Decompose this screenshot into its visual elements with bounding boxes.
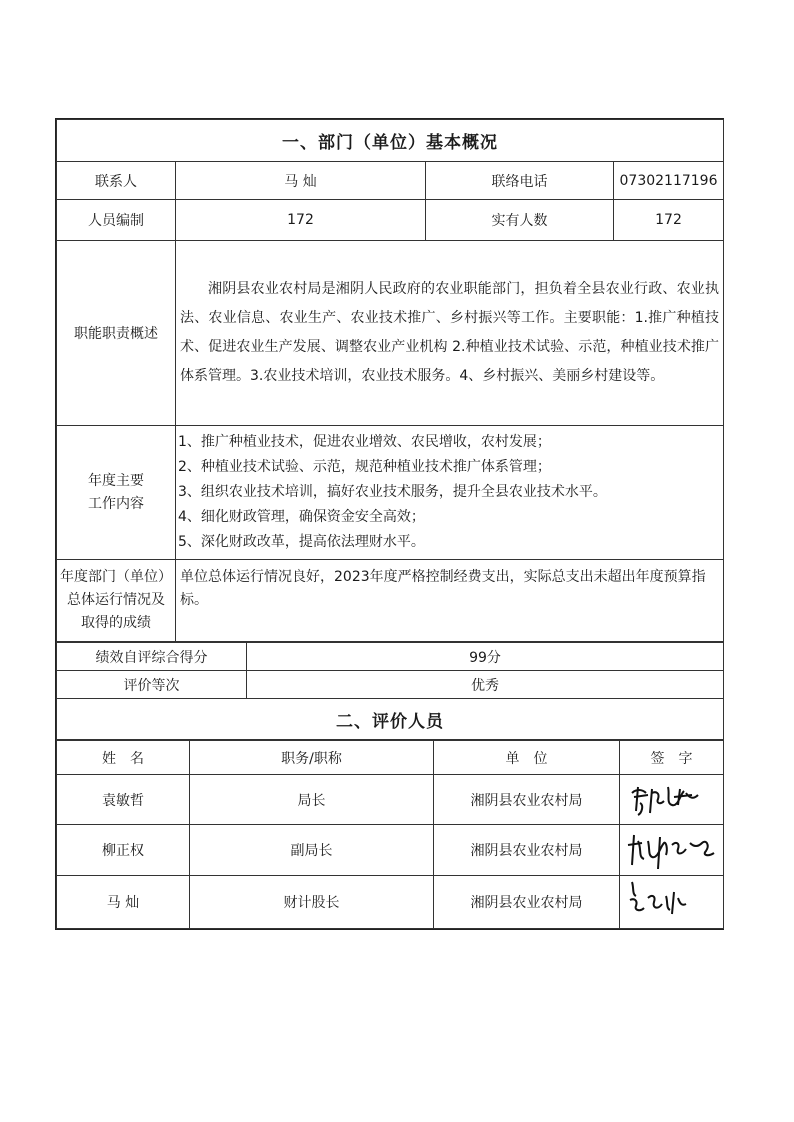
evaluator-title: 局长	[190, 775, 434, 825]
phone-label: 联络电话	[426, 162, 614, 200]
evaluator-name: 袁敏哲	[57, 775, 190, 825]
evaluation-form	[55, 118, 724, 930]
section2-title: 二、评价人员	[57, 699, 724, 740]
evaluator-unit: 湘阴县农业农村局	[434, 876, 620, 929]
work-label	[57, 426, 176, 560]
contact-value: 马 灿	[176, 162, 426, 200]
evaluator-title: 财计股长	[190, 876, 434, 929]
evaluators-table	[56, 740, 724, 929]
section1-table	[56, 119, 724, 642]
evaluator-row	[57, 775, 724, 825]
signature-image	[620, 775, 724, 820]
signature-cell	[620, 825, 724, 876]
work-item: 2、种植业技术试验、示范，规范种植业技术推广体系管理；	[178, 459, 551, 475]
header-signature: 签 字	[620, 741, 724, 775]
duty-text: 湘阴县农业农村局是湘阴人民政府的农业职能部门，担负着全县农业行政、农业执法、农业信息、农业生产、农业技术推广、乡村振兴等工作。主要职能：1.推广种植技术、促进农业生产发展、调整农业产业机构 2.种植业技术试验、示范，种植业技术推广体系管理。3.农业技术培训，农业技术服务。4、乡村振兴、美丽乡村建设等。	[176, 241, 724, 426]
grade-value: 优秀	[247, 671, 724, 699]
signature-cell	[620, 775, 724, 825]
staff-quota-value: 172	[176, 200, 426, 241]
score-label: 绩效自评综合得分	[57, 643, 247, 671]
result-label-line3: 取得的成绩	[81, 615, 151, 631]
contact-label: 联系人	[57, 162, 176, 200]
work-item: 3、组织农业技术培训，搞好农业技术服务，提升全县农业技术水平。	[178, 484, 607, 500]
evaluator-row	[57, 876, 724, 929]
phone-value: 07302117196	[614, 162, 724, 200]
result-label-line2: 总体运行情况及	[67, 592, 165, 608]
duty-label: 职能职责概述	[57, 241, 176, 426]
signature-image	[620, 825, 724, 871]
evaluator-unit: 湘阴县农业农村局	[434, 775, 620, 825]
actual-staff-label: 实有人数	[426, 200, 614, 241]
work-list	[176, 426, 724, 560]
header-name: 姓 名	[57, 741, 190, 775]
evaluator-title: 副局长	[190, 825, 434, 876]
signature-image	[620, 876, 724, 924]
result-label-line1: 年度部门（单位）	[60, 569, 172, 585]
header-title: 职务/职称	[190, 741, 434, 775]
grade-label: 评价等次	[57, 671, 247, 699]
work-label-line2: 工作内容	[88, 495, 144, 512]
actual-staff-value: 172	[614, 200, 724, 241]
score-value: 99分	[247, 643, 724, 671]
evaluator-row	[57, 825, 724, 876]
section1-title: 一、部门（单位）基本概况	[57, 120, 724, 162]
work-label-line1: 年度主要	[88, 472, 144, 489]
evaluator-name: 马 灿	[57, 876, 190, 929]
signature-cell	[620, 876, 724, 929]
result-label	[57, 560, 176, 642]
result-text: 单位总体运行情况良好，2023年度严格控制经费支出，实际总支出未超出年度预算指标。	[176, 560, 724, 642]
work-item: 4、细化财政管理，确保资金安全高效；	[178, 509, 425, 525]
header-unit: 单 位	[434, 741, 620, 775]
work-item: 5、深化财政改革，提高依法理财水平。	[178, 534, 425, 550]
score-table	[56, 642, 724, 740]
evaluator-name: 柳正权	[57, 825, 190, 876]
staff-quota-label: 人员编制	[57, 200, 176, 241]
work-item: 1、推广种植业技术，促进农业增效、农民增收，农村发展；	[178, 434, 551, 450]
evaluator-unit: 湘阴县农业农村局	[434, 825, 620, 876]
